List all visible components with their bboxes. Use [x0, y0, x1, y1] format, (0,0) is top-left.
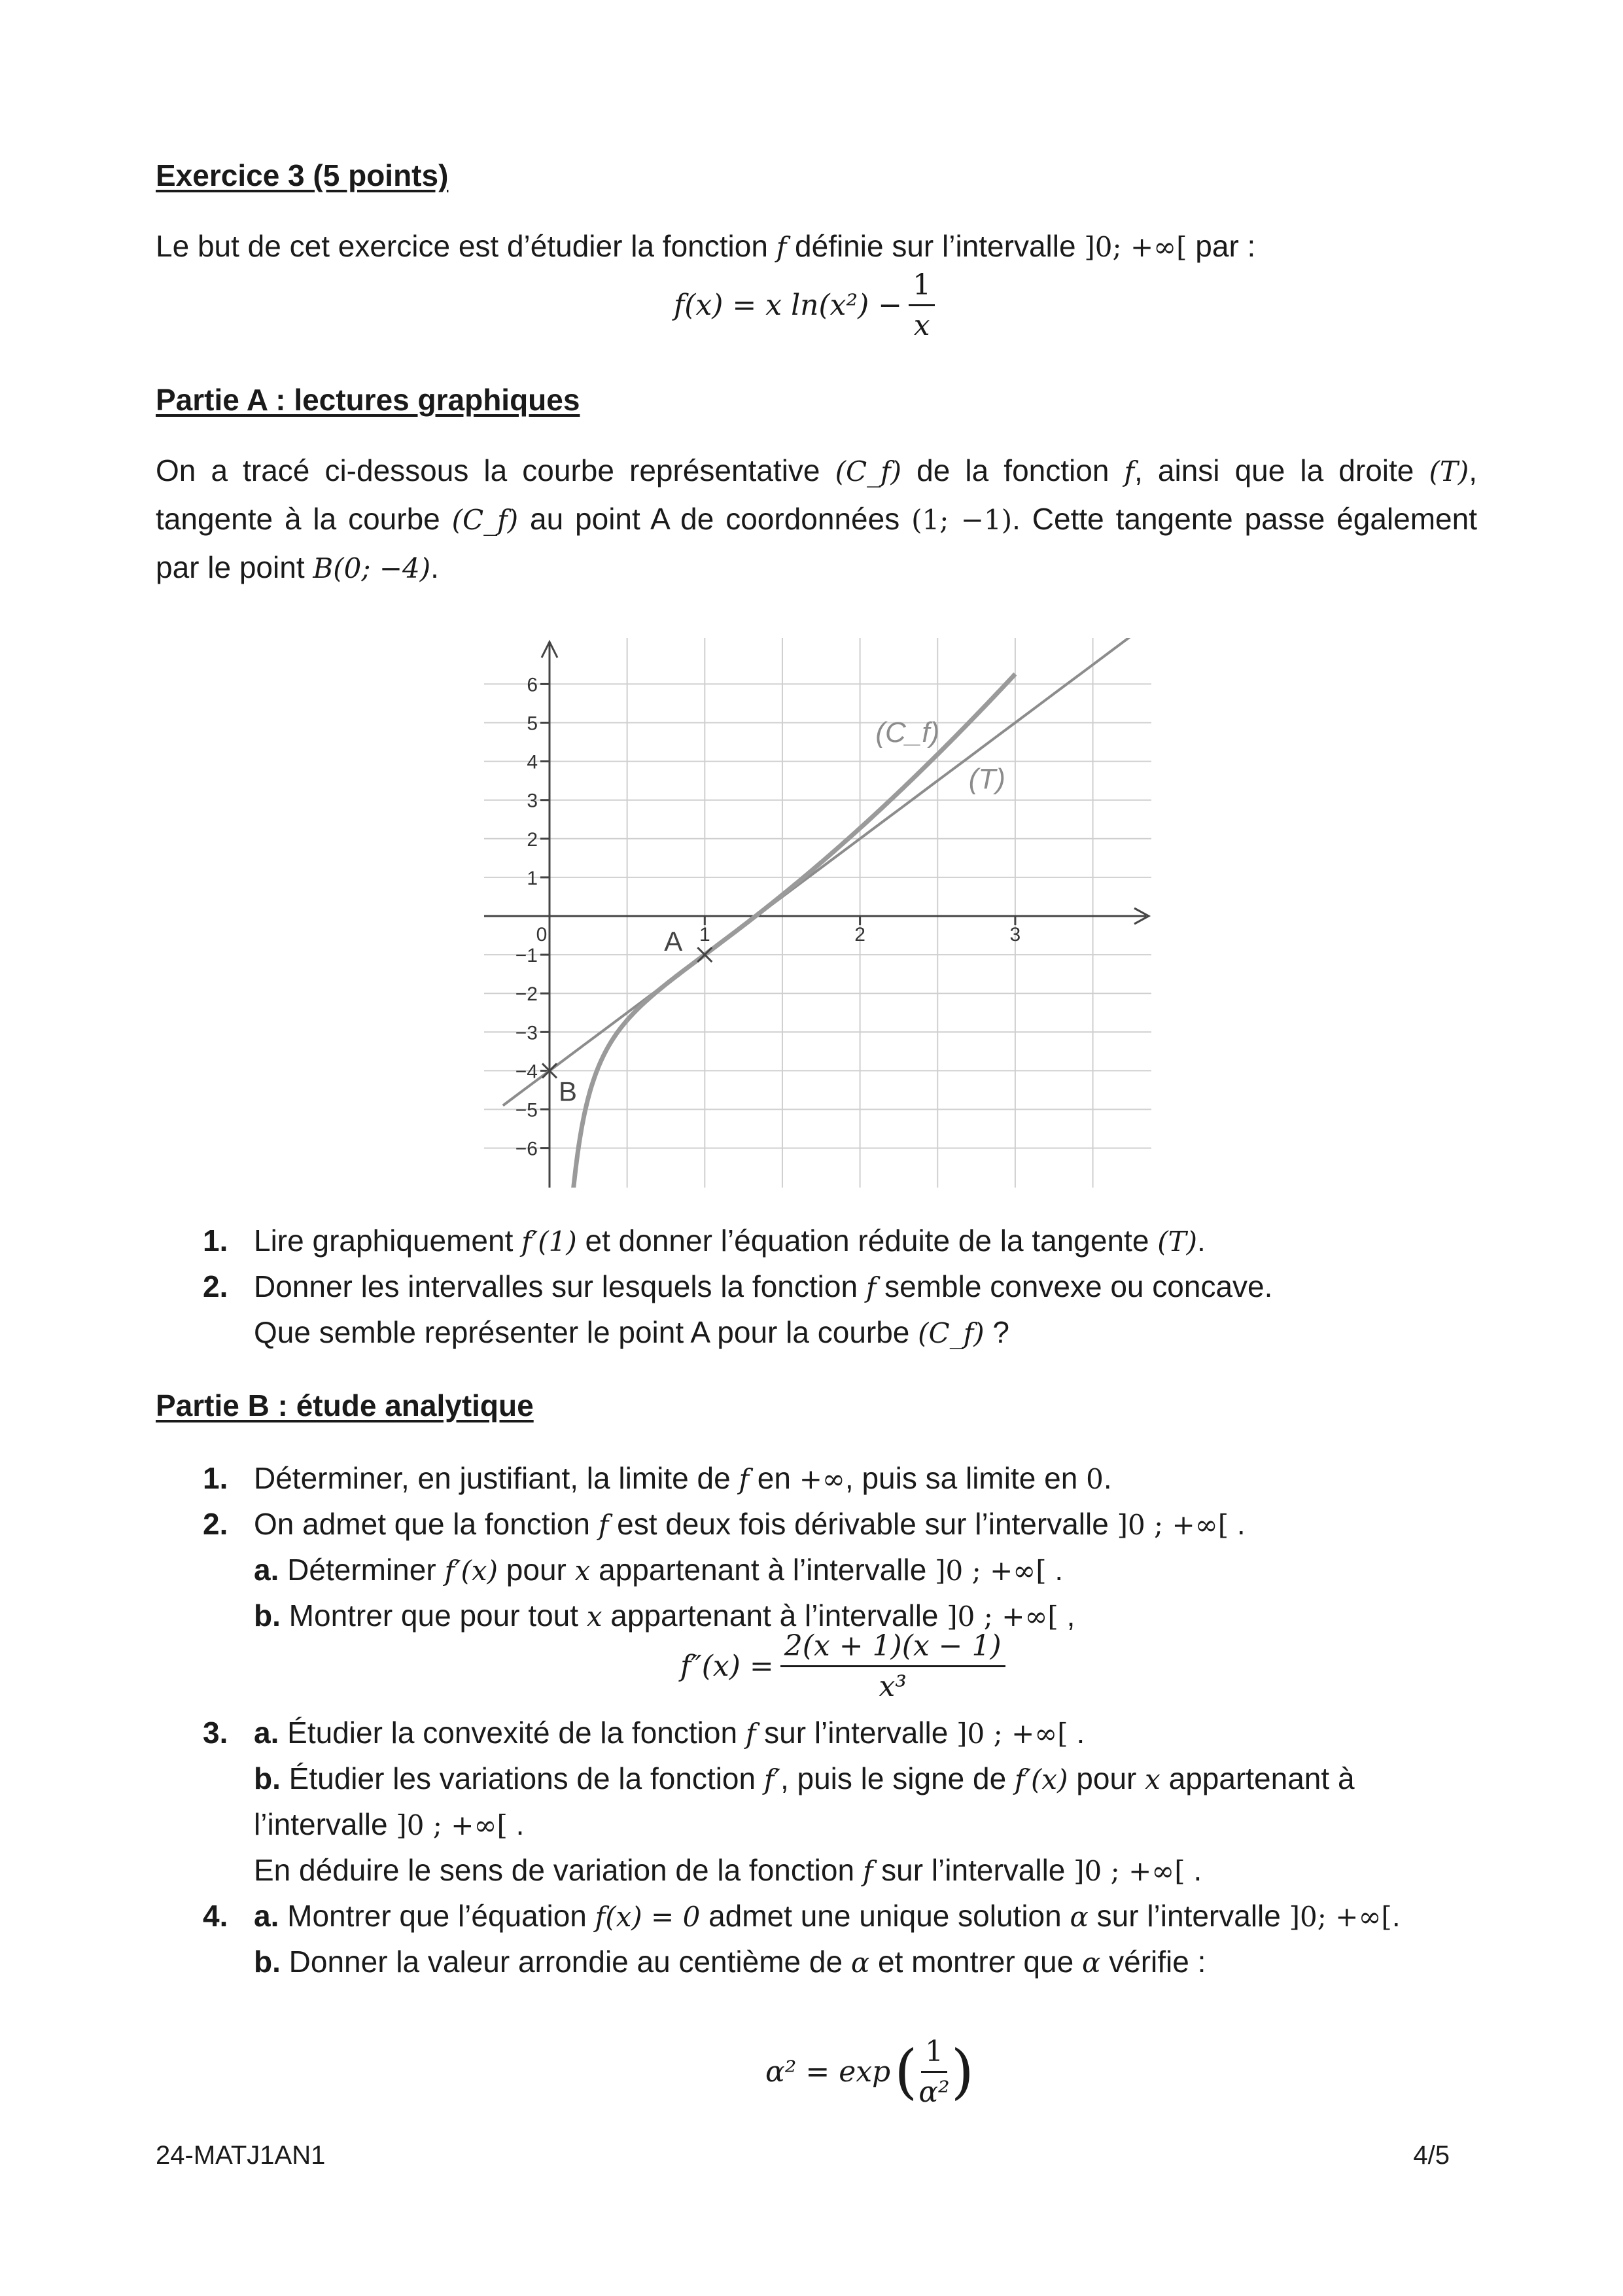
y-tick-label: 6 — [527, 674, 538, 696]
y-tick-label: 4 — [527, 751, 538, 773]
question-a1: 1. Lire graphiquement f′(1) et donner l’équation réduite de la tangente (T). — [203, 1224, 1206, 1258]
footer-page-number: 4/5 — [1413, 2141, 1450, 2170]
exercise-intro: Le but de cet exercice est d’étudier la fonction f définie sur l’intervalle ]0; +∞[ par : — [156, 229, 1256, 263]
question-b4b: b. Donner la valeur arrondie au centième de α et montrer que α vérifie : — [254, 1945, 1206, 1979]
question-b3b: b. Étudier les variations de la fonction f′, puis le signe de f′(x) pour x appartenant à l’intervalle ]0 ; +∞[ . — [254, 1761, 1355, 1841]
y-tick-label: 5 — [527, 713, 538, 735]
y-tick-label: 2 — [527, 828, 538, 851]
point-a-label: A — [664, 926, 683, 957]
right-paren: ) — [951, 2038, 974, 2106]
exercise-title: Exercice 3 (5 points) — [156, 158, 449, 192]
question-b1: 1. Déterminer, en justifiant, la limite de f en +∞, puis sa limite en 0. — [203, 1461, 1112, 1495]
function-definition-formula: f(x) = x ln(x²) − $\frac{1}{x}$ — [674, 268, 941, 342]
footer-exam-code: 24-MATJ1AN1 — [156, 2141, 326, 2170]
question-b2b: b. Montrer que pour tout x appartenant à l’intervalle ]0 ; +∞[ , — [254, 1598, 1075, 1633]
part-a-heading: Partie A : lectures graphiques — [156, 383, 580, 417]
x-tick-label: 2 — [854, 924, 865, 945]
x-tick-label: 0 — [536, 924, 548, 945]
y-tick-label: −1 — [515, 945, 538, 967]
left-paren: ( — [894, 2038, 918, 2106]
y-tick-label: 1 — [527, 867, 538, 889]
second-derivative-formula: f″(x) = $\frac{2(x + 1)(x - 1)}{\text{x³}}$ — [680, 1629, 1012, 1703]
fraction: $\frac{2(x + 1)(x - 1)}{\text{x³}}$ — [780, 1629, 1005, 1703]
point-b-label: B — [559, 1076, 578, 1107]
question-b3c: En déduire le sens de variation de la fonction f sur l’intervalle ]0 ; +∞[ . — [254, 1853, 1202, 1887]
part-a-paragraph: On a tracé ci-dessous la courbe représentative (C_f) de la fonction f, ainsi que la droite (T), tangente à la courbe (C_f) au point A de coordonnées (1; −1). Cette tangente passe également par le point B(0; −4). — [156, 453, 1478, 584]
alpha-equation: α² = exp ( $\frac{1}{\text{α²}}$ ) — [765, 2035, 974, 2109]
tangent-label: (T) — [968, 762, 1005, 795]
fraction: $\frac{1}{\text{α²}}$ — [918, 2035, 950, 2109]
function-graph — [484, 638, 1151, 1188]
question-b2a: a. Déterminer f′(x) pour x appartenant à l’intervalle ]0 ; +∞[ . — [254, 1553, 1064, 1587]
part-b-questions-cont — [156, 1710, 1477, 1985]
question-b4a: 4. a. Montrer que l’équation f(x) = 0 admet une unique solution α sur l’intervalle ]0; +∞[. — [203, 1899, 1401, 1933]
y-tick-label: −2 — [515, 983, 538, 1006]
y-tick-label: −5 — [515, 1099, 538, 1122]
x-tick-label: 1 — [699, 924, 710, 945]
question-b3a: 3. a. Étudier la convexité de la fonction f sur l’intervalle ]0 ; +∞[ . — [203, 1716, 1085, 1750]
y-tick-label: −6 — [515, 1138, 538, 1160]
y-tick-label: 3 — [527, 790, 538, 812]
question-b2: 2. On admet que la fonction f est deux fois dérivable sur l’intervalle ]0 ; +∞[ . — [203, 1507, 1246, 1541]
question-a2: 2. Donner les intervalles sur lesquels la fonction f semble convexe ou concave. Que semble représenter le point A pour la courbe (C_f) ? — [203, 1269, 1273, 1349]
fraction: $\frac{1}{x}$ — [909, 268, 935, 342]
y-tick-label: −4 — [515, 1061, 538, 1083]
part-a-questions — [156, 1218, 1477, 1356]
graph-axes — [484, 642, 1149, 1188]
part-b-questions — [156, 1456, 1477, 1639]
y-tick-label: −3 — [515, 1022, 538, 1044]
curve-cf — [573, 674, 1015, 1188]
part-b-heading: Partie B : étude analytique — [156, 1388, 534, 1422]
tangent-line-T — [503, 638, 1140, 1106]
curve-cf-label: (C_f) — [875, 716, 940, 749]
x-tick-label: 3 — [1009, 924, 1021, 945]
